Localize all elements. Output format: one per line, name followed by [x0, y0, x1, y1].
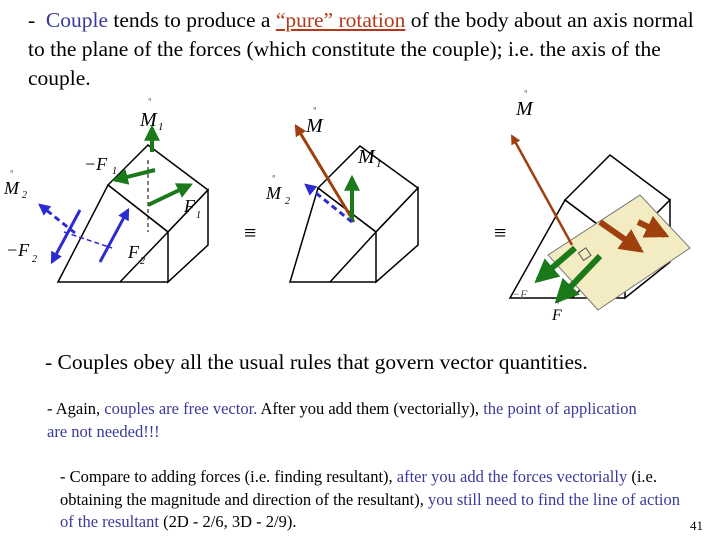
term-couple: Couple — [45, 8, 109, 32]
svg-text:1: 1 — [196, 210, 201, 221]
svg-text:ᵘ: ᵘ — [556, 298, 559, 308]
svg-text:2: 2 — [32, 254, 37, 265]
bullet-dash: - — [28, 8, 36, 32]
label-M1-middle: M — [358, 146, 375, 168]
term-line-of-action: you still need to find the line of action of the resultant — [60, 489, 680, 531]
right-M-vector — [512, 136, 572, 245]
label-F1: F — [184, 196, 195, 216]
label-M2: M — [4, 178, 19, 198]
bullet-text-1: tends to produce a — [108, 8, 276, 32]
label-M-middle: M — [306, 115, 323, 137]
label-neg-F2: −F — [6, 240, 30, 260]
term-pure-rotation: “pure” rotation — [275, 8, 406, 32]
label-F-right: F — [552, 307, 562, 324]
bullet-text-2: of the body about an axis normal to the plane of the forces (which constitute the couple); i.e. the axis of the couple. — [28, 8, 694, 90]
label-neg-F-right: −F — [512, 287, 528, 301]
term-add-forces: after you add the forces vectorially — [396, 467, 628, 486]
label-M1: M — [140, 109, 157, 131]
bullet-compare-forces: - Compare to adding forces (i.e. finding resultant), after you add the forces vectorially (i.e. obtaining the magnitude and direction of the resultant), you still need to find the line of action of the resultant (2D - 2/6, 3D - 2/9). — [60, 467, 680, 531]
svg-text:1: 1 — [112, 166, 117, 177]
label-F2: F — [128, 242, 139, 262]
svg-text:ᵘ: ᵘ — [148, 95, 151, 105]
label-M2-middle: M — [266, 183, 281, 203]
equiv-sign-2: ≡ — [494, 220, 507, 245]
bullet-free-vector: - Again, couples are free vector. After you add them (vectorially), the point of application are not needed!!! — [47, 399, 637, 441]
svg-text:ᵘ: ᵘ — [272, 172, 275, 182]
page-number: 41 — [690, 518, 703, 533]
equiv-sign-1: ≡ — [244, 220, 257, 245]
svg-text:1: 1 — [158, 121, 164, 133]
svg-text:2: 2 — [22, 190, 27, 201]
svg-text:ᵘ: ᵘ — [10, 167, 13, 177]
label-neg-F1: −F — [84, 154, 108, 174]
label-M-right: M — [516, 98, 533, 120]
term-free-vector: couples are free vector. — [104, 399, 258, 418]
svg-text:ᵘ: ᵘ — [313, 104, 316, 114]
bullet-couples-vector-rules: - Couples obey all the usual rules that govern vector quantities. — [45, 350, 588, 374]
svg-text:ᵘ: ᵘ — [524, 87, 527, 97]
term-point-not-needed: the point of application are not needed!!! — [47, 399, 637, 441]
svg-text:2: 2 — [140, 256, 145, 267]
svg-text:2: 2 — [285, 196, 290, 207]
svg-text:1: 1 — [376, 158, 382, 170]
